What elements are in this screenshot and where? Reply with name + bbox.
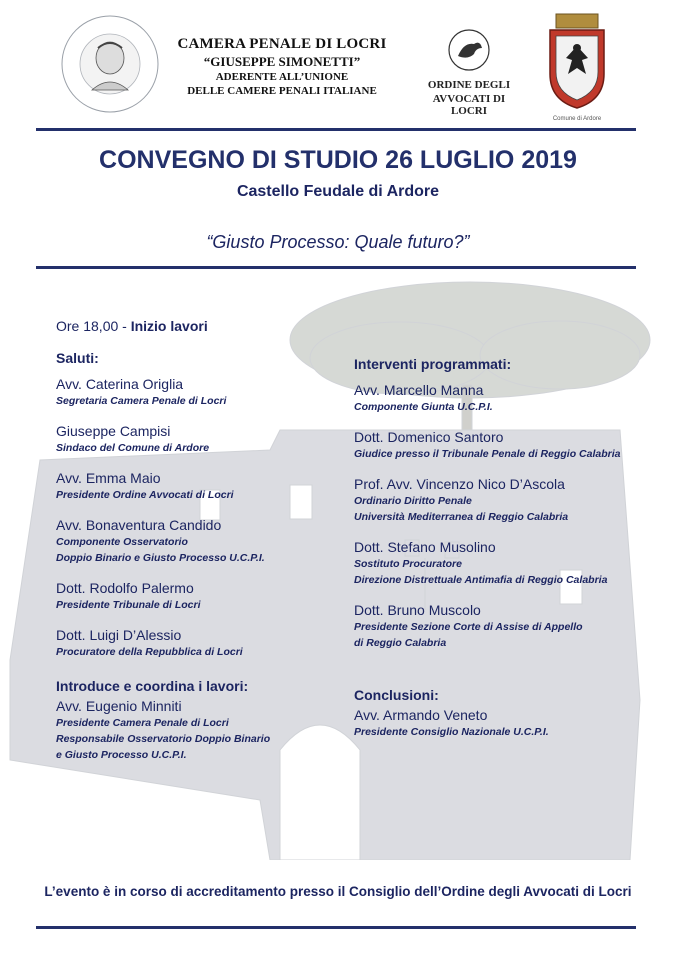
greeting-entry [56,470,346,503]
speaker-name: Dott. Bruno Muscolo [354,602,481,618]
speaker-role: Componente Giunta U.C.P.I. [354,401,493,413]
greetings-heading: Saluti: [56,350,99,366]
speaker-role: Presidente Tribunale di Locri [56,599,201,611]
speaker-name: Avv. Armando Veneto [354,707,488,723]
speaker-name: Avv. Bonaventura Candido [56,517,222,533]
speaker-role: Segretaria Camera Penale di Locri [56,395,227,407]
speaker-name: Avv. Caterina Origlia [56,376,184,392]
speaker-role: Giudice presso il Tribunale Penale di Reggio Calabria [354,448,621,460]
comune-ardore-crest [544,12,610,110]
speaker-role: Presidente Consiglio Nazionale U.C.P.I. [354,726,549,738]
speaker-entry [354,429,654,462]
ordine-line-2: AVVOCATI DI LOCRI [432,93,506,117]
greeting-entry [56,517,346,566]
pegasus-emblem-icon [448,28,490,72]
speaker-role: Sostituto Procuratore [354,558,462,570]
middle-divider [36,266,636,269]
speaker-name: Dott. Luigi D’Alessio [56,627,182,643]
opening-label: Inizio lavori [130,318,208,334]
speaker-name: Dott. Stefano Musolino [354,539,496,555]
event-topic: “Giusto Processo: Quale futuro?” [206,232,470,252]
opening-time [56,318,346,334]
header-line-1: CAMERA PENALE DI LOCRI [177,36,387,52]
greeting-entry [56,580,346,613]
speaker-role-line-2: Direzione Distrettuale Antimafia di Reggio Calabria [354,574,608,586]
program-right-column [354,356,654,754]
speaker-name: Giuseppe Campisi [56,423,171,439]
top-divider [36,128,636,131]
speaker-role: Componente Osservatorio [56,536,188,548]
speaker-entry [354,476,654,525]
speaker-name: Dott. Rodolfo Palermo [56,580,194,596]
coordination-heading: Introduce e coordina i lavori: [56,678,249,694]
ucpi-seal-logo [58,12,162,116]
ordine-line-1: ORDINE DEGLI [427,79,511,91]
speaker-entry [354,539,654,588]
header-line-3: ADERENTE ALL’UNIONE [215,71,349,83]
speaker-role-line-3: e Giusto Processo U.C.P.I. [56,749,187,761]
greeting-entry [56,627,346,660]
event-venue: Castello Feudale di Ardore [236,183,440,200]
speaker-role-line-2: di Reggio Calabria [354,637,447,649]
coordinator-entry [56,698,346,763]
speaker-name: Dott. Domenico Santoro [354,429,504,445]
bottom-divider [36,926,636,929]
header-line-4: DELLE CAMERE PENALI ITALIANE [187,85,377,97]
speaker-role: Presidente Sezione Corte di Assise di Appello [354,621,583,633]
camera-penale-heading [168,36,396,106]
conclusion-entry [354,707,654,740]
program-left-column [56,318,346,777]
speaker-name: Prof. Avv. Vincenzo Nico D’Ascola [354,476,565,492]
speaker-name: Avv. Emma Maio [56,470,161,486]
speaker-role: Ordinario Diritto Penale [354,495,472,507]
comune-caption: Comune di Ardore [552,116,602,122]
greeting-entry [56,423,346,456]
speaker-role: Sindaco del Comune di Ardore [56,442,210,454]
speaker-role-line-2: Responsabile Osservatorio Doppio Binario [56,733,271,745]
speaker-role: Procuratore della Repubblica di Locri [56,646,243,658]
speaker-name: Avv. Marcello Manna [354,382,484,398]
speaker-entry [354,382,654,415]
event-title: CONVEGNO DI STUDIO 26 LUGLIO 2019 [99,146,577,174]
opening-time-value: Ore 18,00 - [56,318,131,334]
speaker-role-line-2: Doppio Binario e Giusto Processo U.C.P.I. [56,552,265,564]
speaker-name: Avv. Eugenio Minniti [56,698,182,714]
speaker-role-line-2: Università Mediterranea di Reggio Calabria [354,511,569,523]
conclusions-heading: Conclusioni: [354,687,439,703]
speakers-heading: Interventi programmati: [354,356,512,372]
speaker-role: Presidente Ordine Avvocati di Locri [56,489,234,501]
ordine-avvocati-logo [420,28,518,117]
accreditation-note: L’evento è in corso di accreditamento presso il Consiglio dell’Ordine degli Avvocati di Locri [44,884,632,899]
speaker-role: Presidente Camera Penale di Locri [56,717,229,729]
greeting-entry [56,376,346,409]
speaker-entry [354,602,654,651]
header-line-2: “GIUSEPPE SIMONETTI” [203,54,361,69]
